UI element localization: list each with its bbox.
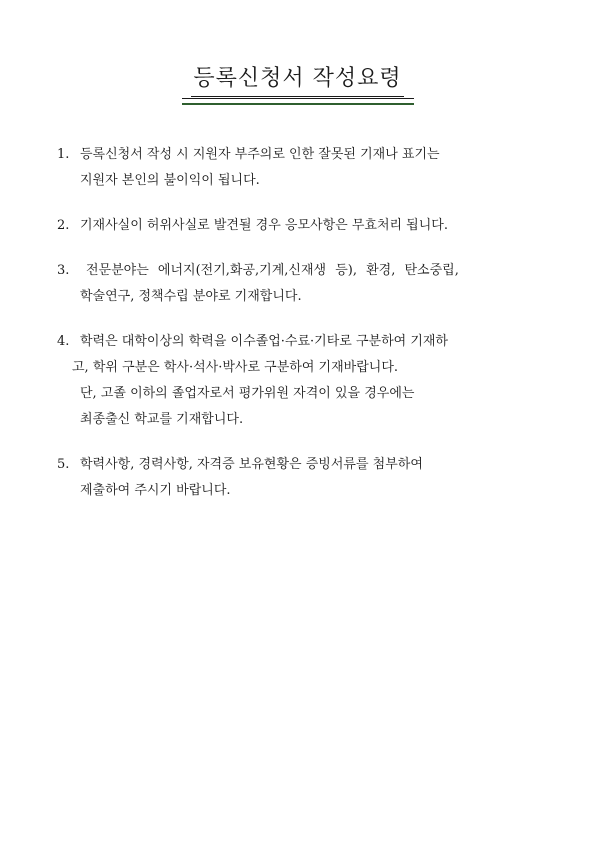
item-text-line: 지원자 본인의 불이익이 됩니다.	[80, 173, 260, 188]
instruction-item-3	[57, 258, 543, 310]
item-number: 2.	[57, 218, 70, 233]
instruction-item-2	[57, 213, 543, 239]
item-number: 4.	[57, 334, 70, 349]
item-text-line: 학력사항, 경력사항, 자격증 보유현황은 증빙서류를 첨부하여	[80, 457, 423, 472]
title-underline	[182, 98, 414, 105]
instruction-item-4	[57, 329, 543, 433]
item-text-line: 전문분야는 에너지(전기,화공,기계,신재생 등), 환경, 탄소중립,	[86, 263, 459, 278]
item-text-line: 고, 학위 구분은 학사·석사·박사로 구분하여 기재바랍니다.	[72, 360, 399, 375]
document-title: 등록신청서 작성요령	[191, 66, 403, 97]
item-text-line: 학술연구, 정책수립 분야로 기재합니다.	[80, 289, 302, 304]
item-number: 5.	[57, 457, 70, 472]
item-text-line: 제출하여 주시기 바랍니다.	[80, 483, 231, 498]
title-block	[0, 66, 595, 105]
instruction-item-5	[57, 452, 543, 504]
item-text-line: 단, 고졸 이하의 졸업자로서 평가위원 자격이 있을 경우에는	[80, 386, 415, 401]
instruction-item-1	[57, 142, 543, 194]
item-text-line: 학력은 대학이상의 학력을 이수졸업·수료·기타로 구분하여 기재하	[80, 334, 448, 349]
item-number: 3.	[57, 263, 70, 278]
item-text-line: 등록신청서 작성 시 지원자 부주의로 인한 잘못된 기재나 표기는	[80, 147, 440, 162]
instruction-list	[57, 142, 543, 523]
item-text-line: 최종출신 학교를 기재합니다.	[80, 412, 244, 427]
item-number: 1.	[57, 147, 70, 162]
item-text-line: 기재사실이 허위사실로 발견될 경우 응모사항은 무효처리 됩니다.	[80, 218, 448, 233]
